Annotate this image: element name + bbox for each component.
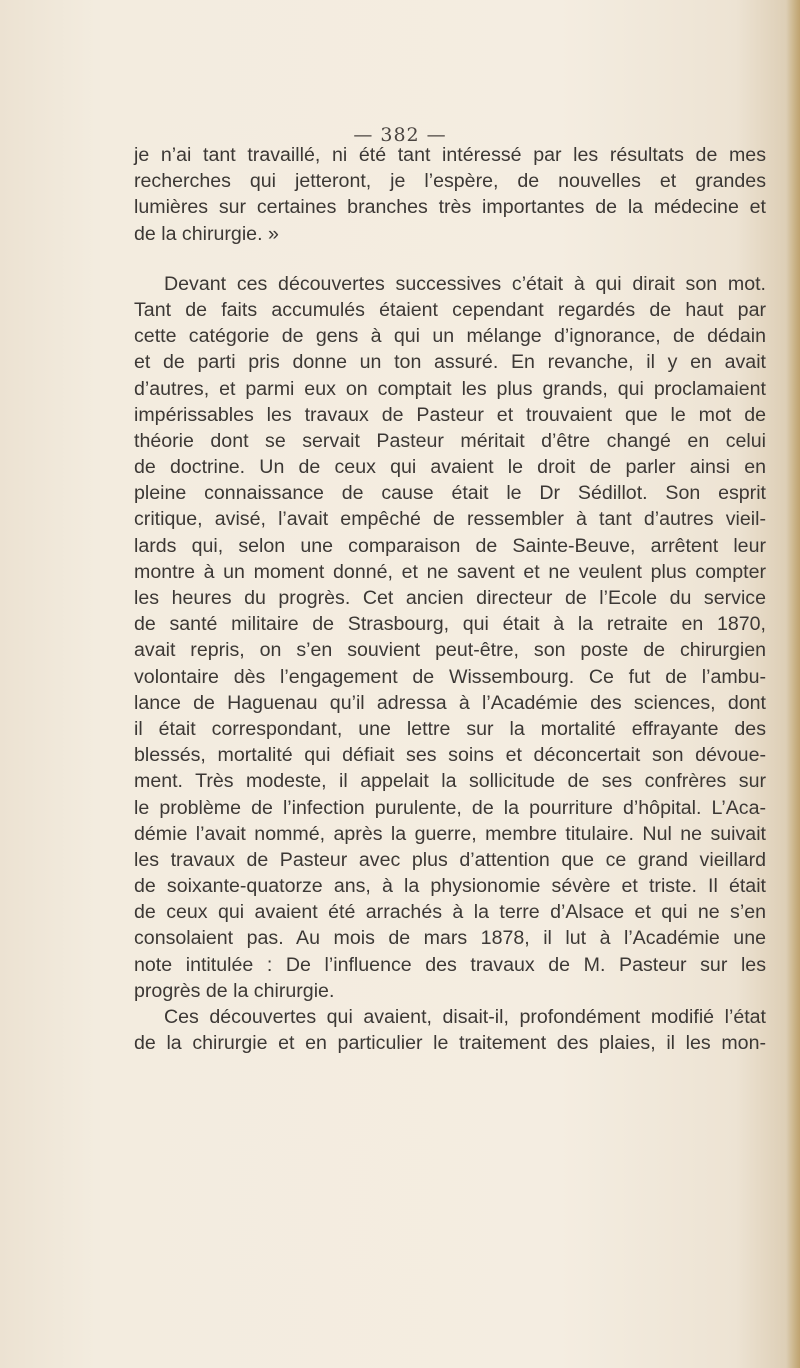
page-edge-shadow (786, 0, 800, 1368)
text-line: recherches qui jetteront, je l’espère, de nouvelles et grandes (134, 170, 766, 193)
text-line: je n’ai tant travaillé, ni été tant intéressé par les résultats de mes (134, 144, 766, 166)
text-line: ment. Très modeste, il appelait la sollicitude de ses confrères sur (134, 770, 766, 793)
text-line: de ceux qui avaient été arrachés à la terre d’Alsace et qui ne s’en (134, 901, 766, 924)
text-line: et de parti pris donne un ton assuré. En revanche, il y en avait (134, 351, 766, 374)
text-line: Tant de faits accumulés étaient cependant regardés de haut par (134, 298, 766, 321)
text-line: il était correspondant, une lettre sur la mortalité effrayante des (134, 717, 766, 740)
text-line: consolaient pas. Au mois de mars 1878, il lut à l’Académie une (134, 927, 766, 950)
text-line: de soixante-quatorze ans, à la physionomie sévère et triste. Il était (134, 875, 766, 898)
text-line: Devant ces découvertes successives c’était à qui dirait son mot. (164, 272, 766, 295)
text-line: lance de Haguenau qu’il adressa à l’Académie des sciences, dont (134, 691, 766, 714)
text-line: de santé militaire de Strasbourg, qui était à la retraite en 1870, (134, 613, 766, 636)
text-line: Ces découvertes qui avaient, disait-il, profondément modifié l’état (164, 1006, 766, 1028)
text-line: de la chirurgie. » (134, 222, 279, 245)
text-line: lumières sur certaines branches très importantes de la médecine et (134, 196, 766, 219)
text-line: de doctrine. Un de ceux qui avaient le droit de parler ainsi en (134, 456, 766, 479)
text-line: cette catégorie de gens à qui un mélange d’ignorance, de dédain (134, 325, 766, 348)
text-line: blessés, mortalité qui défiait ses soins et déconcertait son dévoue- (134, 744, 766, 767)
text-line: les heures du progrès. Cet ancien directeur de l’Ecole du service (134, 587, 766, 609)
text-line: volontaire dès l’engagement de Wissembourg. Ce fut de l’ambu- (134, 665, 766, 688)
page-number: — 382 — (353, 124, 447, 146)
paragraph (134, 271, 766, 1004)
text-line: les travaux de Pasteur avec plus d’attention que ce grand vieillard (134, 848, 766, 871)
text-line: avait repris, on s’en souvient peut-être, son poste de chirurgien (134, 639, 766, 662)
text-line: le problème de l’infection purulente, de la pourriture d’hôpital. L’Aca- (134, 796, 766, 819)
text-line: lards qui, selon une comparaison de Sainte-Beuve, arrêtent leur (134, 534, 766, 557)
text-line: de la chirurgie et en particulier le traitement des plaies, il les mon- (134, 1032, 766, 1055)
text-line: impérissables les travaux de Pasteur et trouvaient que le mot de (134, 403, 766, 426)
body-text (134, 142, 766, 1056)
text-line: critique, avisé, l’avait empêché de ressembler à tant d’autres vieil- (134, 508, 766, 531)
text-line: note intitulée : De l’influence des travaux de M. Pasteur sur les (134, 953, 766, 976)
text-line: pleine connaissance de cause était le Dr Sédillot. Son esprit (134, 482, 766, 505)
paragraph (134, 1004, 766, 1056)
text-line: d’autres, et parmi eux on comptait les plus grands, qui proclamaient (134, 377, 766, 400)
text-line: démie l’avait nommé, après la guerre, membre titulaire. Nul ne suivait (134, 822, 766, 845)
paragraph-gap (134, 247, 766, 271)
paragraph (134, 142, 766, 247)
text-line: progrès de la chirurgie. (134, 979, 335, 1002)
text-line: montre à un moment donné, et ne savent et ne veulent plus compter (134, 560, 766, 583)
text-line: théorie dont se servait Pasteur méritait d’être changé en celui (134, 429, 766, 452)
